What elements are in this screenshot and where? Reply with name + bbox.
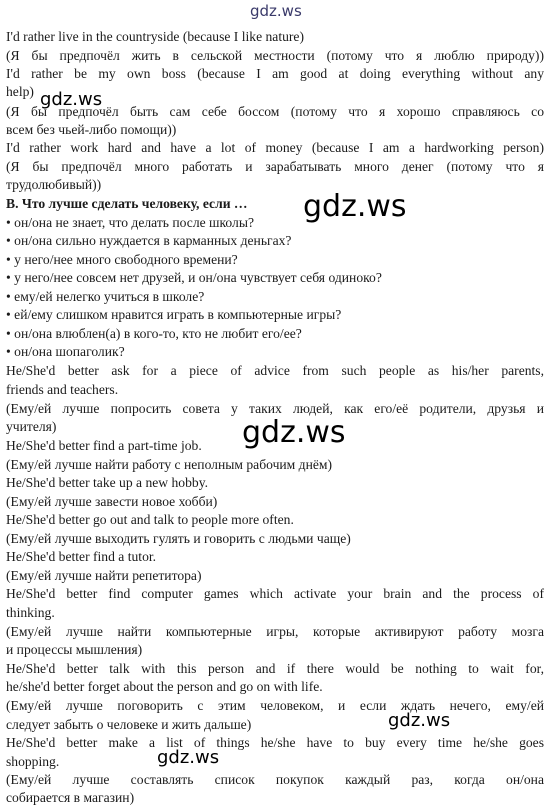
bullet-3: • у него/нее много свободного времени? bbox=[6, 252, 238, 267]
line-34: и процессы мышления) bbox=[6, 642, 143, 657]
line-28: (Ему/ей лучше выходить гулять и говорить с людьми чаще) bbox=[6, 531, 351, 546]
bullet-4: • у него/нее совсем нет друзей, и он/она чувствует себя одиноко? bbox=[6, 270, 382, 285]
watermark-2: gdz.ws bbox=[303, 189, 407, 224]
line-42: собирается в магазин) bbox=[6, 790, 135, 805]
line-6: всем без чьей-либо помощи)) bbox=[6, 122, 177, 137]
bullet-2: • он/она сильно нуждается в карманных деньгах? bbox=[6, 233, 292, 248]
line-20: friends and teachers. bbox=[6, 382, 119, 397]
line-2: (Я бы предпочёл жить в сельской местности (потому что я люблю природу)) bbox=[6, 48, 544, 63]
watermark-4: gdz.ws bbox=[388, 710, 451, 731]
line-31: He/She'd better find computer games which activate your brain and the process of bbox=[6, 586, 544, 601]
line-29: He/She'd better find a tutor. bbox=[6, 549, 157, 564]
bullet-5: • ему/ей нелегко учиться в школе? bbox=[6, 289, 205, 304]
line-30: (Ему/ей лучше найти репетитора) bbox=[6, 568, 202, 583]
line-39: He/She'd better make a list of things he/she have to buy every time he/she goes bbox=[6, 735, 544, 750]
line-32: thinking. bbox=[6, 605, 55, 620]
line-25: He/She'd better take up a new hobby. bbox=[6, 475, 209, 490]
watermark-5: gdz.ws bbox=[157, 747, 220, 768]
line-23: He/She'd better find a part-time job. bbox=[6, 438, 202, 453]
watermark-3: gdz.ws bbox=[242, 415, 346, 450]
line-40: shopping. bbox=[6, 754, 60, 769]
line-4: help) bbox=[6, 84, 34, 99]
watermark-top: gdz.ws bbox=[250, 2, 302, 20]
line-38: следует забыть о человеке и жить дальше) bbox=[6, 717, 252, 732]
line-8: (Я бы предпочёл много работать и зарабатывать много денег (потому что я bbox=[6, 159, 544, 174]
line-24: (Ему/ей лучше найти работу с неполным рабочим днём) bbox=[6, 457, 333, 472]
line-41: (Ему/ей лучше составлять список покупок каждый раз, когда он/она bbox=[6, 772, 544, 787]
line-21: (Ему/ей лучше попросить совета у таких людей, как его/её родители, друзья и bbox=[6, 401, 544, 416]
bullet-8: • он/она шопаголик? bbox=[6, 344, 125, 359]
bullet-1: • он/она не знает, что делать после школы? bbox=[6, 215, 254, 230]
watermark-1: gdz.ws bbox=[40, 89, 103, 110]
line-36: he/she'd better forget about the person and go on with life. bbox=[6, 679, 323, 694]
line-9: трудолюбивый)) bbox=[6, 177, 102, 192]
bullet-7: • он/она влюблен(а) в кого-то, кто не любит его/ее? bbox=[6, 326, 302, 341]
line-1: I'd rather live in the countryside (because I like nature) bbox=[6, 29, 304, 44]
line-19: He/She'd better ask for a piece of advice from such people as his/her parents, bbox=[6, 363, 544, 378]
line-27: He/She'd better go out and talk to people more often. bbox=[6, 512, 294, 527]
line-37: (Ему/ей лучше поговорить с этим человеком, и если ждать нечего, ему/ей bbox=[6, 698, 544, 713]
line-7: I'd rather work hard and have a lot of money (because I am a hardworking person) bbox=[6, 140, 544, 155]
line-5: (Я бы предпочёл быть сам себе боссом (потому что я хорошо справляюсь со bbox=[6, 104, 544, 119]
bullet-6: • ей/ему слишком нравится играть в компьютерные игры? bbox=[6, 307, 342, 322]
section-heading: B. Что лучше сделать человеку, если … bbox=[6, 196, 248, 211]
line-22: учителя) bbox=[6, 419, 57, 434]
line-26: (Ему/ей лучше завести новое хобби) bbox=[6, 494, 218, 509]
line-35: He/She'd better talk with this person and if there would be nothing to wait for, bbox=[6, 661, 544, 676]
line-33: (Ему/ей лучше найти компьютерные игры, которые активируют работу мозга bbox=[6, 624, 544, 639]
line-3: I'd rather be my own boss (because I am good at doing everything without any bbox=[6, 66, 544, 81]
